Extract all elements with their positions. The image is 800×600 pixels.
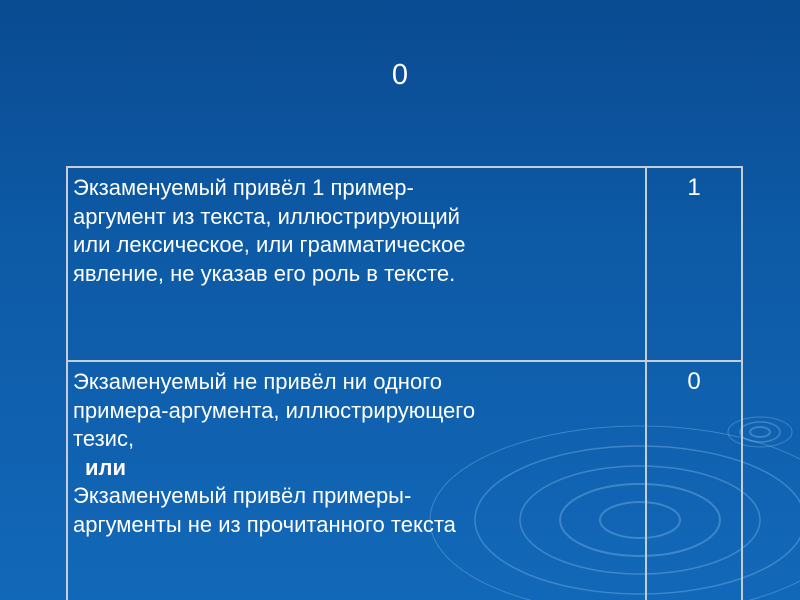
criterion-text-line: аргументы не из прочитанного текста — [73, 511, 456, 537]
criterion-text-line: тезис, — [73, 426, 135, 451]
slide-heading: 0 — [391, 59, 409, 91]
criterion-text-line: аргумент из текста, иллюстрирующий — [73, 203, 460, 229]
criterion-text-line: примера-аргумента, иллюстрирующего — [73, 397, 476, 423]
score-cell: 0 — [646, 361, 742, 600]
criterion-text-line: явление, не указав его роль в тексте. — [73, 260, 456, 286]
criterion-text-line: или лексическое, или грамматическое — [73, 232, 466, 257]
score-cell: 1 — [646, 167, 742, 361]
criterion-text-line: Экзаменуемый привёл примеры- — [73, 483, 412, 508]
criterion-description-cell — [67, 361, 646, 600]
criterion-text-line: Экзаменуемый привёл 1 пример- — [73, 175, 414, 200]
criterion-text-line: Экзаменуемый не привёл ни одного — [73, 369, 442, 394]
table-row — [67, 167, 742, 361]
criterion-description-cell — [67, 167, 646, 361]
or-conjunction: или — [85, 454, 127, 480]
criteria-table — [66, 166, 743, 600]
table-row — [67, 361, 742, 600]
